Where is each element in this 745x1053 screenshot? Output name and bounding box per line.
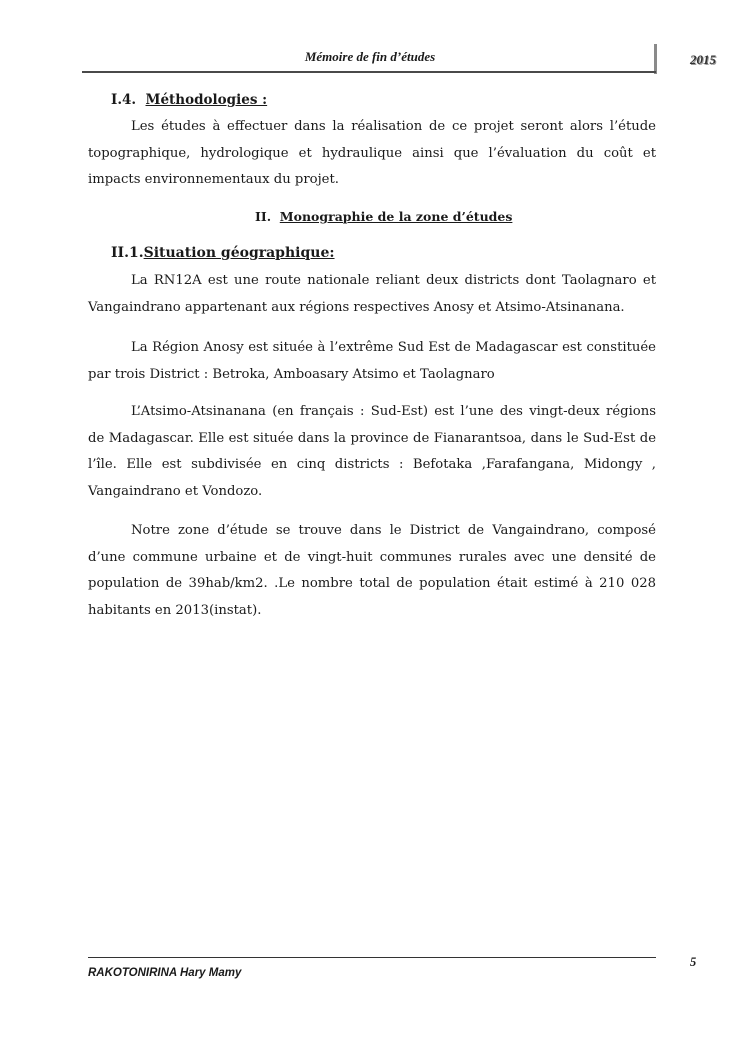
section-number: I.4. <box>111 92 137 108</box>
section-title: Situation géographique: <box>143 245 335 261</box>
paragraph-anosy: La Région Anosy est située à l’extrême Sud Est de Madagascar est constituée par trois District : Betroka, Amboasary Atsimo et Taolagnaro <box>88 340 656 382</box>
section-heading-monographie <box>255 209 512 224</box>
footer-author: RAKOTONIRINA Hary Mamy <box>88 967 242 979</box>
section-title: Monographie de la zone d’études <box>279 209 513 224</box>
page-header-year: 2015 <box>690 52 716 67</box>
paragraph-methodologies: Les études à effectuer dans la réalisation de ce projet seront alors l’étude topographique, hydrologique et hydraulique ainsi que l’évaluation du coût et impacts environnementaux du projet. <box>88 119 656 187</box>
header-rule <box>82 71 656 73</box>
paragraph-atsimo-atsinanana: L’Atsimo-Atsinanana (en français : Sud-Est) est l’une des vingt-deux régions de Madagascar. Elle est située dans la province de Fianarantsoa, dans le Sud-Est de l’île. Elle est subdivisée en cinq districts : Befotaka ,Farafangana, Midongy , Vangaindrano et Vondozo. <box>88 404 656 499</box>
paragraph-rn12a: La RN12A est une route nationale reliant deux districts dont Taolagnaro et Vangaindrano appartenant aux régions respectives Anosy et Atsimo-Atsinanana. <box>88 273 656 315</box>
section-title: Méthodologies : <box>145 92 268 108</box>
footer-rule <box>88 957 656 958</box>
page-number: 5 <box>690 955 697 969</box>
section-number: II. <box>255 209 272 224</box>
header-vertical-bar <box>654 44 657 74</box>
section-heading-situation <box>111 245 335 261</box>
section-heading-methodologies <box>111 92 267 108</box>
paragraph-zone-etude: Notre zone d’étude se trouve dans le District de Vangaindrano, composé d’une commune urbaine et de vingt-huit communes rurales avec une densité de population de 39hab/km2. .Le nombre total de population était estimé à 210 028 habitants en 2013(instat). <box>88 523 656 618</box>
page-header-title: Mémoire de fin d’études <box>304 49 436 64</box>
section-number: II.1. <box>111 245 144 261</box>
